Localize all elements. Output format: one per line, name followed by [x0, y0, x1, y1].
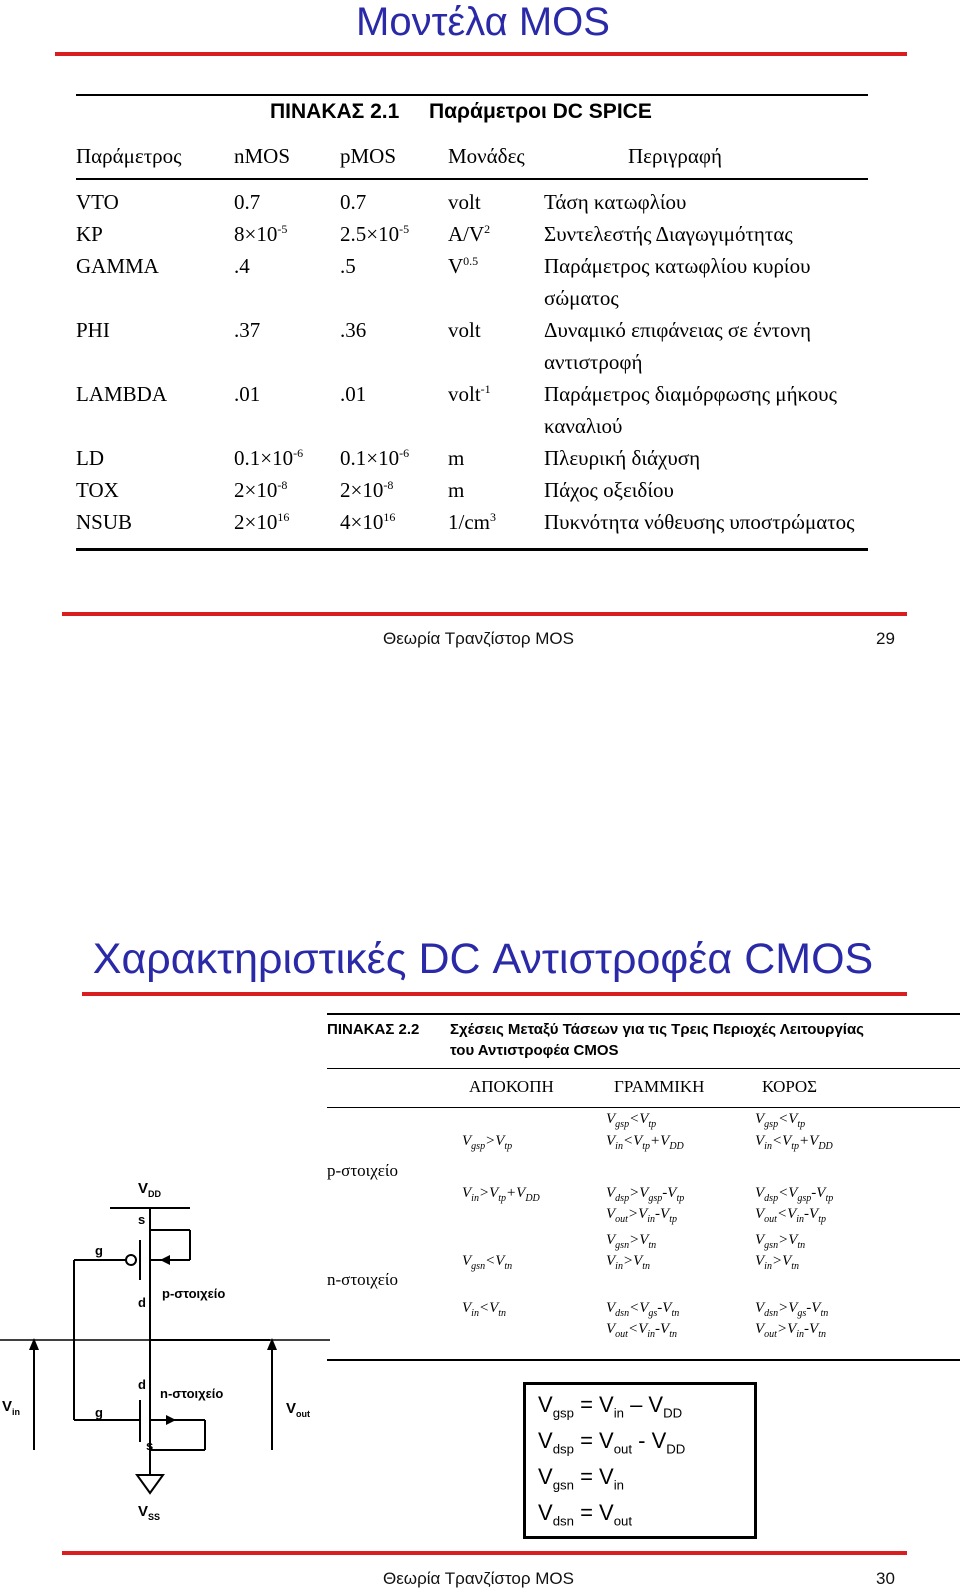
vdd-label: $V_{DD}$	[138, 1180, 162, 1199]
pmos-cell: .01	[340, 382, 367, 406]
footer-text: Θεωρία Τρανζίστορ MOS	[383, 1569, 574, 1588]
row-label-n: n-στοιχείο	[327, 1270, 398, 1289]
pmos-gate-label: g	[95, 1243, 103, 1258]
pmos-cell: .5	[340, 254, 356, 278]
page-number: 29	[876, 629, 895, 648]
vin-label: $V_{in}$	[2, 1398, 21, 1417]
footer-rule	[62, 612, 907, 616]
param-cell: TOX	[76, 478, 119, 502]
units-cell: $V^{0.5}$	[448, 254, 479, 278]
equation-vdsn: $V_{dsn} = V_{out}$	[538, 1500, 633, 1529]
nmos-drain-label: d	[138, 1377, 146, 1392]
pmos-source-label: s	[138, 1212, 146, 1227]
table-row	[76, 222, 876, 254]
pmos-cell: $4\times 10^{16}$	[340, 510, 396, 534]
nmos-source-label: s	[146, 1438, 154, 1453]
table-row-continuation	[76, 286, 876, 318]
param-cell: VTO	[76, 190, 119, 214]
param-cell: GAMMA	[76, 254, 159, 278]
pmos-arrow	[160, 1255, 170, 1265]
n-sat-cond-3: $V_{dsn}>V_{gs}-V_{tn}$	[755, 1300, 829, 1319]
equation-vdsp: $V_{dsp} = V_{out} - V_{DD}$	[538, 1428, 686, 1457]
nmos-cell: .4	[234, 254, 250, 278]
voltage-equations-box	[523, 1382, 757, 1539]
n-linear-cond-4: $V_{out}<V_{in}-V_{tn}$	[606, 1321, 677, 1340]
table-bottom-rule	[76, 548, 868, 551]
table-row	[76, 478, 876, 510]
table-row	[76, 318, 876, 350]
desc-cell: Πλευρική διάχυση	[544, 446, 701, 470]
p-sat-cond-4: $V_{out}<V_{in}-V_{tp}$	[755, 1206, 826, 1225]
regions-table	[327, 1013, 960, 1363]
table-row	[76, 382, 876, 414]
desc-cell: Παράμετρος διαμόρφωσης μήκους	[544, 382, 837, 406]
p-sat-cond-3: $V_{dsp}<V_{gsp}-V_{tp}$	[755, 1185, 834, 1204]
table-row	[76, 510, 876, 542]
pmos-cell: 0.7	[340, 190, 367, 214]
n-linear-cond-1: $V_{gsn}>V_{tn}$	[606, 1232, 657, 1251]
table-top-rule	[327, 1013, 960, 1015]
units-cell: m	[448, 446, 465, 470]
pmos-cell: $0.1\times 10^{-6}$	[340, 446, 410, 470]
page-number: 30	[876, 1569, 895, 1588]
p-linear-cond-2: $V_{in}<V_{tp}+V_{DD}$	[606, 1133, 684, 1152]
spice-table	[76, 94, 868, 554]
cmos-inverter-schematic	[0, 1180, 330, 1540]
n-cutoff-cond-2: $V_{in}<V_{tn}$	[462, 1300, 507, 1319]
desc-cell: Συντελεστής Διαγωγιμότητας	[544, 222, 793, 246]
header-units: Μονάδες	[448, 144, 525, 168]
slide-2-title: Χαρακτηριστικές DC Αντιστροφέα CMOS	[92, 935, 874, 983]
nmos-cell: 0.7	[234, 190, 261, 214]
units-cell: volt	[448, 190, 481, 214]
pmos-device-label: p-στοιχείο	[162, 1286, 226, 1301]
units-cell: m	[448, 478, 465, 502]
n-sat-cond-4: $V_{out}>V_{in}-V_{tn}$	[755, 1321, 826, 1340]
table-caption-number: ΠΙΝΑΚΑΣ 2.2	[327, 1021, 420, 1038]
vss-label: $V_{SS}$	[138, 1503, 161, 1522]
table-bottom-rule	[327, 1359, 960, 1361]
row-label-p: p-στοιχείο	[327, 1161, 398, 1180]
nmos-gate-label: g	[95, 1405, 103, 1420]
header-desc: Περιγραφή	[628, 144, 722, 168]
table-row-continuation	[76, 350, 876, 382]
pmos-cell: .36	[340, 318, 367, 342]
pmos-cell: $2\times 10^{-8}$	[340, 478, 394, 502]
title-rule	[55, 52, 907, 56]
pmos-cell: $2.5\times 10^{-5}$	[340, 222, 410, 246]
table-caption-line-1: Σχέσεις Μεταξύ Τάσεων για τις Τρεις Περιοχές Λειτουργίας	[450, 1021, 864, 1038]
n-linear-cond-2: $V_{in}>V_{tn}$	[606, 1253, 651, 1272]
p-sat-cond-1: $V_{gsp}<V_{tp}$	[755, 1111, 806, 1130]
desc-cell: Πυκνότητα νόθευσης υποστρώματος	[544, 510, 855, 534]
nmos-cell: .01	[234, 382, 261, 406]
p-linear-cond-1: $V_{gsp}<V_{tp}$	[606, 1111, 657, 1130]
equation-vgsp: $V_{gsp} = V_{in} - V_{DD}$	[538, 1392, 683, 1421]
nmos-cell: .37	[234, 318, 261, 342]
desc-cell: καναλιού	[544, 414, 623, 438]
vout-label: $V_{out}$	[286, 1400, 311, 1419]
desc-cell: Δυναμικό επιφάνειας σε έντονη	[544, 318, 812, 342]
units-cell: volt$^{-1}$	[448, 382, 491, 406]
desc-cell: σώματος	[544, 286, 619, 310]
table-header	[76, 144, 876, 176]
desc-cell: Τάση κατωφλίου	[544, 190, 687, 214]
p-linear-cond-3: $V_{dsp}>V_{gsp}-V_{tp}$	[606, 1185, 685, 1204]
slide-1-title: Μοντέλα MOS	[356, 0, 610, 44]
nmos-arrow	[166, 1415, 176, 1425]
units-cell: volt	[448, 318, 481, 342]
n-linear-cond-3: $V_{dsn}<V_{gs}-V_{tn}$	[606, 1300, 680, 1319]
footer-text: Θεωρία Τρανζίστορ MOS	[383, 629, 574, 648]
n-sat-cond-2: $V_{in}>V_{tn}$	[755, 1253, 800, 1272]
units-cell: $1/cm^3$	[448, 510, 496, 534]
param-cell: NSUB	[76, 510, 133, 534]
pmos-drain-label: d	[138, 1295, 146, 1310]
header-nmos: nMOS	[234, 144, 291, 168]
table-row	[76, 190, 876, 222]
table-caption-line-2: του Αντιστροφέα CMOS	[450, 1042, 619, 1059]
param-cell: LAMBDA	[76, 382, 168, 406]
p-sat-cond-2: $V_{in}<V_{tp}+V_{DD}$	[755, 1133, 833, 1152]
table-header-rule-bottom	[327, 1107, 960, 1108]
desc-cell: Παράμετρος κατωφλίου κυρίου	[544, 254, 811, 278]
param-cell: KP	[76, 222, 103, 246]
title-rule	[82, 992, 907, 996]
p-cutoff-cond-1: $V_{gsp}>V_{tp}$	[462, 1133, 513, 1152]
desc-cell: Πάχος οξειδίου	[544, 478, 674, 502]
desc-cell: αντιστροφή	[544, 350, 643, 374]
n-sat-cond-1: $V_{gsn}>V_{tn}$	[755, 1232, 806, 1251]
ground-symbol	[137, 1475, 163, 1493]
table-row-continuation	[76, 414, 876, 446]
table-caption-text: Παράμετροι DC SPICE	[428, 100, 652, 123]
table-caption-number: ΠΙΝΑΚΑΣ 2.1	[270, 100, 400, 123]
p-cutoff-cond-2: $V_{in}>V_{tp}+V_{DD}$	[462, 1185, 540, 1204]
nmos-cell: $2\times 10^{16}$	[234, 510, 290, 534]
units-cell: $A/V^2$	[448, 222, 491, 246]
pmos-gate-bubble	[126, 1255, 136, 1265]
table-header-rule-top	[327, 1068, 960, 1069]
param-cell: PHI	[76, 318, 110, 342]
header-cutoff: ΑΠΟΚΟΠΗ	[469, 1077, 554, 1096]
nmos-cell: $2\times 10^{-8}$	[234, 478, 288, 502]
header-param: Παράμετρος	[76, 144, 182, 168]
nmos-cell: $8\times 10^{-5}$	[234, 222, 288, 246]
header-pmos: pMOS	[340, 144, 397, 168]
table-row	[76, 446, 876, 478]
p-linear-cond-4: $V_{out}>V_{in}-V_{tp}$	[606, 1206, 677, 1225]
table-header-rule	[76, 178, 868, 180]
equation-vgsn: $V_{gsn} = V_{in}$	[538, 1464, 624, 1493]
nmos-cell: $0.1\times 10^{-6}$	[234, 446, 304, 470]
param-cell: LD	[76, 446, 104, 470]
footer-rule	[62, 1551, 907, 1555]
header-linear: ΓΡΑΜΜΙΚΗ	[614, 1077, 705, 1096]
table-caption	[270, 100, 652, 124]
n-cutoff-cond-1: $V_{gsn}<V_{tn}$	[462, 1253, 513, 1272]
table-row	[76, 254, 876, 286]
header-saturation: ΚΟΡΟΣ	[762, 1077, 818, 1096]
table-top-rule	[76, 94, 868, 96]
nmos-device-label: n-στοιχείο	[160, 1386, 224, 1401]
